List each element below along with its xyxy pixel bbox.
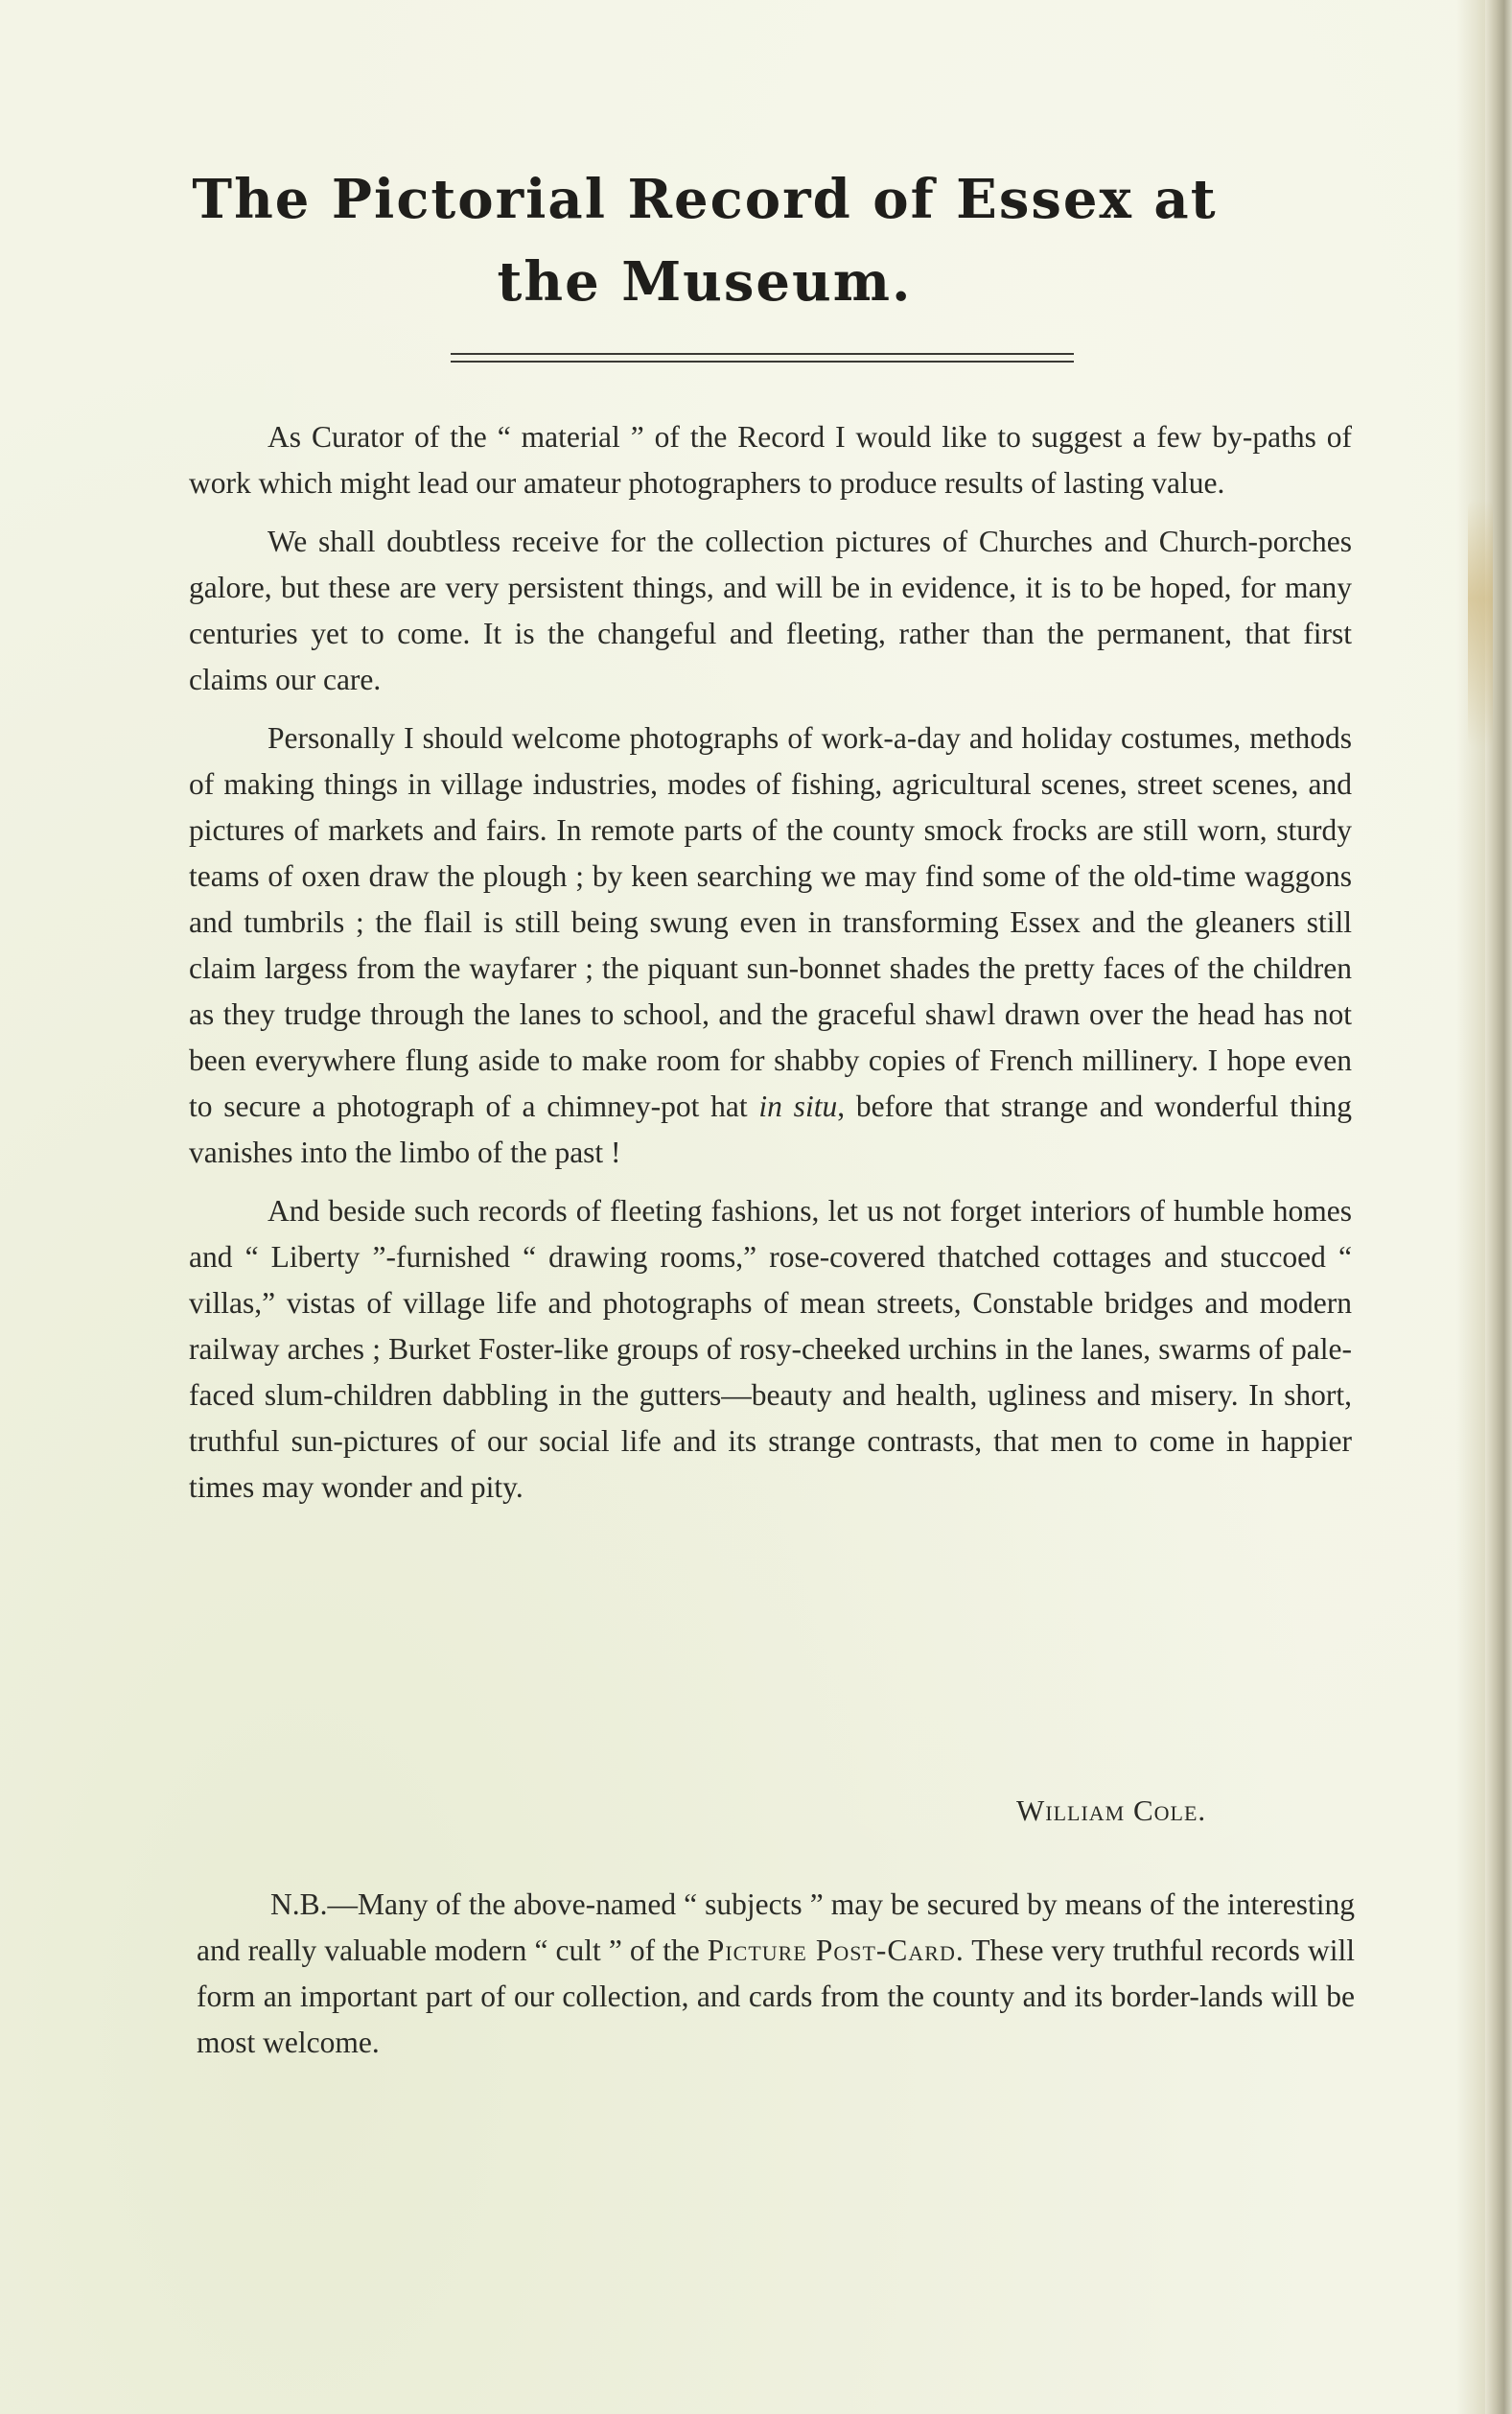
nb-paragraph [197, 1882, 1355, 2066]
paragraph-4: And beside such records of fleeting fashions, let us not forget interiors of humble homes and “ Liberty ”-furnished “ drawing rooms,” rose-covered thatched cottages and stuccoed “ villas,” vistas of village life and photographs of mean streets, Constable bridges and modern railway arches ; Burket Foster-like groups of rosy-cheeked urchins in the lanes, swarms of pale-faced slum-children dabbling in the gutters—beauty and health, ugliness and misery. In short, truthful sun-pictures of our social life and its strange contrasts, that men to come in happier times may wonder and pity. [189, 1194, 1352, 1504]
paragraph-3-text-b: , before that strange and wonderful thing vanishes into the limbo of the past ! [189, 1090, 1352, 1169]
author-signature: William Cole. [1016, 1793, 1207, 1827]
article-body [189, 414, 1352, 1523]
paragraph-3-italic: in situ [758, 1090, 838, 1123]
paragraph-3-text-a: Personally I should welcome photographs of work-a-day and holiday costumes, methods of making things in village industries, modes of fishing, agricultural scenes, street scenes, and pictures of markets and fairs. In remote parts of the county smock frocks are still worn, sturdy teams of oxen draw the plough ; by keen searching we may find some of the old-time waggons and tumbrils ; the flail is still being swung even in transforming Essex and the gleaners still claim largess from the wayfarer ; the piquant sun-bonnet shades the pretty faces of the children as they trudge through the lanes to school, and the graceful shawl drawn over the head has not been everywhere flung aside to make room for shabby copies of French millinery. I hope even to secure a photograph of a chimney-pot hat [189, 721, 1352, 1123]
page-title: The Pictorial Record of Essex at the Museum. [192, 168, 1218, 314]
paragraph-2: We shall doubtless receive for the collection pictures of Churches and Church-porches galore, but these are very persistent things, and will be in evidence, it is to be hoped, for many centuries yet to come. It is the changeful and fleeting, rather than the permanent, that first claims our care. [189, 525, 1352, 696]
title-double-rule [451, 353, 1074, 363]
binding-shadow [1456, 0, 1485, 2414]
paper-stain [1468, 499, 1493, 748]
nb-small-caps: Picture Post-Card. [707, 1934, 965, 1967]
nota-bene [197, 1882, 1355, 2066]
paragraph-1: As Curator of the “ material ” of the Record I would like to suggest a few by-paths of work which might lead our amateur photographers to produce results of lasting value. [189, 420, 1352, 500]
nb-text-a: N.B.—Many of the above-named “ subjects ” may be secured by means of the interesting and really valuable modern “ cult ” of the [197, 1887, 1355, 1967]
paragraph-3 [189, 715, 1352, 1176]
nb-text-b: These very truthful records will form an important part of our collection, and cards from the county and its border-lands will be most welcome. [197, 1934, 1355, 2059]
binding-edge [1485, 0, 1512, 2414]
